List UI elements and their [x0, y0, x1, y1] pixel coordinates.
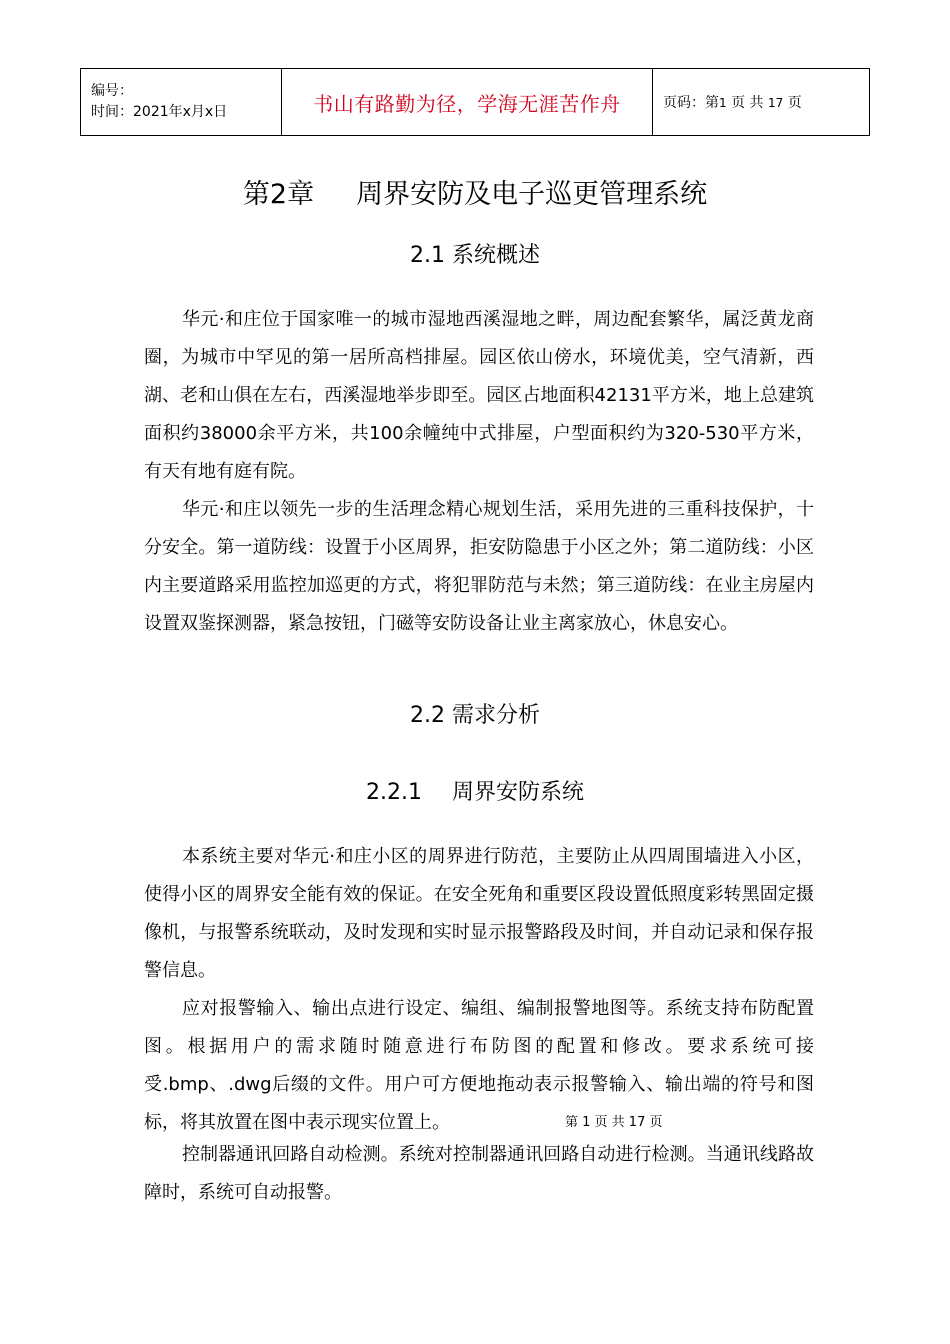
- header-motto: 书山有路勤为径，学海无涯苦作舟: [313, 91, 621, 116]
- section-2-2-title: 2.2 需求分析: [410, 703, 540, 728]
- header-page-cell: [653, 69, 870, 136]
- section-2-2-1-paragraph-3: 控制器通讯回路自动检测。系统对控制器通讯回路自动进行检测。当通讯线路故障时，系统可自动报警。: [144, 1144, 814, 1203]
- section-2-2-1-number: 2.2.1: [366, 780, 422, 805]
- page-current: 1: [719, 96, 727, 110]
- section-2-1-paragraph-1: 华元·和庄位于国家唯一的城市湿地西溪湿地之畔，周边配套繁华，属泛黄龙商圈，为城市中罕见的第一居所高档排屋。园区依山傍水，环境优美，空气清新，西湖、老和山俱在左右，西溪湿地举步即至。园区占地面积42131平方米，地上总建筑面积约38000余平方米，共100余幢纯中式排屋，户型面积约为320-530平方米，有天有地有庭有院。: [144, 309, 814, 482]
- section-2-1-paragraph-2: 华元·和庄以领先一步的生活理念精心规划生活，采用先进的三重科技保护，十分安全。第一道防线：设置于小区周界，拒安防隐患于小区之外；第二道防线：小区内主要道路采用监控加巡更的方式，将犯罪防范与未然；第三道防线：在业主房屋内设置双鉴探测器，紧急按钮，门磁等安防设备让业主离家放心，休息安心。: [144, 499, 814, 634]
- section-2-2-1-paragraph-1: 本系统主要对华元·和庄小区的周界进行防范，主要防止从四周围墙进入小区，使得小区的周界安全能有效的保证。在安全死角和重要区段设置低照度彩转黑固定摄像机，与报警系统联动，及时发现和实时显示报警路段及时间，并自动记录和保存报警信息。: [144, 846, 814, 981]
- section-2-2-1-name: 周界安防系统: [451, 780, 584, 805]
- section-2-2-1-title: [0, 777, 950, 809]
- chapter-number: 第2章: [242, 179, 315, 210]
- page-footer: 第 1 页 共 17 页: [565, 1115, 663, 1130]
- page-suffix: 页: [787, 95, 802, 111]
- section-2-1-title: 2.1 系统概述: [410, 243, 540, 268]
- chapter-name: 周界安防及电子巡更管理系统: [356, 179, 708, 210]
- page-prefix: 页码：第: [663, 95, 719, 111]
- header-motto-cell: [282, 69, 653, 136]
- chapter-title: [0, 176, 950, 214]
- section-2-2-1-paragraph-2: 应对报警输入、输出点进行设定、编组、编制报警地图等。系统支持布防配置图。根据用户的需求随时随意进行布防图的配置和修改。要求系统可接受.bmp、.dwg后缀的文件。用户可方便地拖动表示报警输入、输出端的符号和图标，将其放置在图中表示现实位置上。: [144, 998, 814, 1133]
- page-mid: 页 共: [731, 95, 764, 111]
- header-page-info: [653, 95, 802, 111]
- document-time-label: 时间：2021年x月x日: [91, 104, 228, 120]
- document-header: [80, 68, 870, 136]
- page-total: 17: [768, 96, 784, 110]
- document-number-label: 编号：: [91, 83, 133, 99]
- header-meta-cell: [81, 69, 282, 136]
